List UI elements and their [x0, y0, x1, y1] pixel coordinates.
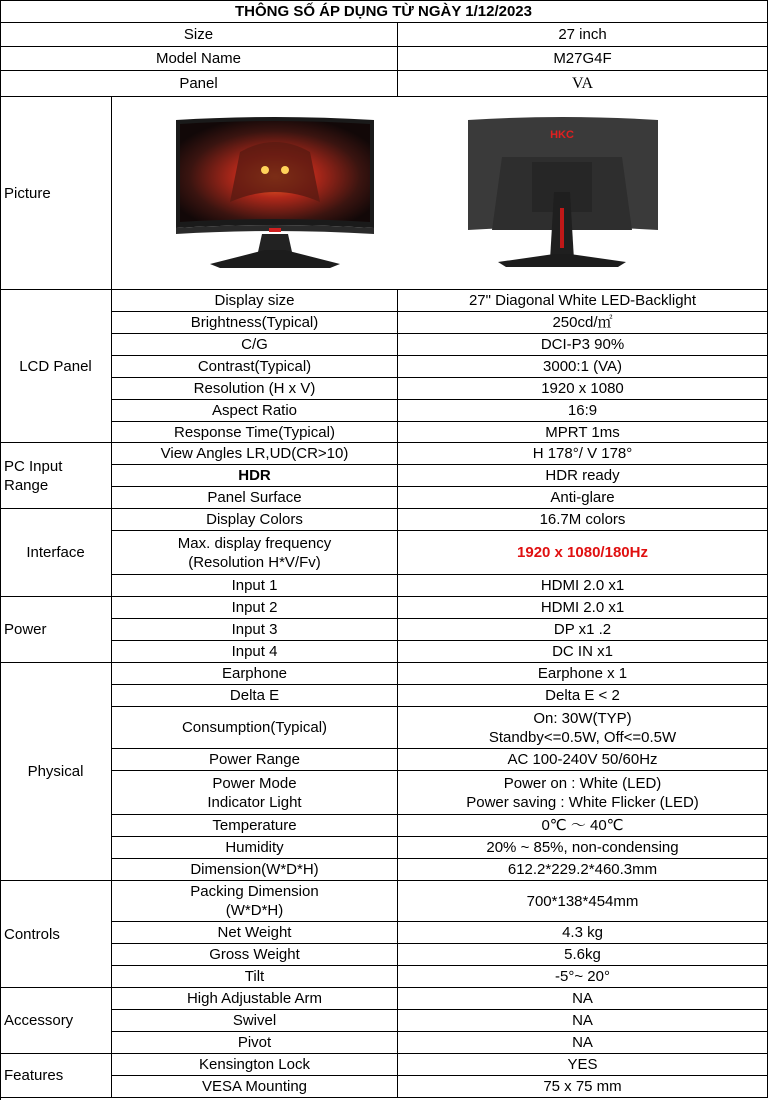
spec-label-5-2: [112, 944, 398, 966]
spec-value-5-1: [398, 922, 768, 944]
spec-value-3-0-text: HDMI 2.0 x1: [540, 599, 625, 616]
spec-label-4-1-text: Delta E: [229, 687, 280, 704]
spec-value-3-1-text: DP x1 .2: [553, 621, 612, 638]
spec-label-5-1: [112, 922, 398, 944]
spec-label-1-1-text: HDR: [238, 467, 271, 484]
spec-label-0-3-text: Contrast(Typical): [197, 358, 312, 375]
spec-value-6-1: [398, 1010, 768, 1032]
spec-label-4-7-text: Dimension(W*D*H): [190, 861, 319, 878]
header-label-1: [0, 47, 398, 71]
spec-label-0-5-text: Aspect Ratio: [211, 402, 298, 419]
spec-value-4-1: [398, 685, 768, 707]
spec-value-1-2: [398, 487, 768, 509]
group-label-5: [0, 881, 112, 988]
spec-label-4-5-text: Temperature: [212, 817, 297, 834]
spec-value-0-0-text: 27" Diagonal White LED-Backlight: [468, 292, 697, 309]
spec-label-6-0-text: High Adjustable Arm: [186, 990, 323, 1007]
spec-label-5-0-text: Packing Dimension (W*D*H): [190, 883, 319, 919]
spec-value-4-0: [398, 663, 768, 685]
spec-label-2-2: [112, 575, 398, 597]
spec-label-0-1: [112, 312, 398, 334]
header-label-0-text: Size: [183, 26, 214, 43]
header-value-2-text: VA: [571, 75, 594, 92]
spec-label-2-0: [112, 509, 398, 531]
spec-value-0-6-text: MPRT 1ms: [545, 423, 620, 441]
spec-label-5-1-text: Net Weight: [217, 924, 292, 941]
spec-label-2-2-text: Input 1: [231, 577, 278, 594]
spec-label-6-0: [112, 988, 398, 1010]
header-label-2-text: Panel: [179, 75, 218, 92]
group-label-7: [0, 1054, 112, 1098]
spec-value-0-1: [398, 312, 768, 334]
spec-label-4-2-text: Consumption(Typical): [181, 719, 328, 736]
spec-value-6-0: [398, 988, 768, 1010]
spec-label-1-2: [112, 487, 398, 509]
spec-value-2-0-text: 16.7M colors: [539, 511, 626, 528]
spec-label-6-1-text: Swivel: [232, 1012, 277, 1029]
spec-value-4-4-text: Power on : White (LED) Power saving : White Flicker (LED): [466, 774, 699, 811]
spec-label-4-2: [112, 707, 398, 749]
spec-label-4-3: [112, 749, 398, 771]
spec-value-7-0: [398, 1054, 768, 1076]
spec-value-0-0: [398, 290, 768, 312]
spec-value-0-3-text: 3000:1 (VA): [543, 358, 622, 375]
spec-value-3-1: [398, 619, 768, 641]
spec-value-0-4: [398, 378, 768, 400]
spec-value-7-1: [398, 1076, 768, 1098]
picture-label: [0, 97, 112, 290]
header-value-0: [398, 23, 768, 47]
spec-value-1-1-text: HDR ready: [545, 467, 620, 484]
spec-value-0-6: [398, 422, 768, 443]
monitor-front-image: [170, 112, 380, 272]
spec-label-6-2-text: Pivot: [237, 1034, 272, 1051]
group-label-2-text: Interface: [26, 544, 85, 561]
header-value-0-text: 27 inch: [558, 26, 607, 43]
header-label-2: [0, 71, 398, 97]
spec-label-7-1: [112, 1076, 398, 1098]
spec-label-4-1: [112, 685, 398, 707]
spec-value-5-0-text: 700*138*454mm: [526, 892, 639, 910]
spec-label-7-0: [112, 1054, 398, 1076]
spec-value-6-2: [398, 1032, 768, 1054]
spec-value-4-7: [398, 859, 768, 881]
header-label-1-text: Model Name: [155, 50, 242, 67]
spec-value-0-5: [398, 400, 768, 422]
spec-value-4-4: [398, 771, 768, 815]
spec-value-5-2: [398, 944, 768, 966]
group-label-6: [0, 988, 112, 1054]
spec-label-0-2: [112, 334, 398, 356]
spec-label-4-7: [112, 859, 398, 881]
spec-label-4-0: [112, 663, 398, 685]
spec-value-4-6-text: 20% ~ 85%, non-condensing: [486, 839, 679, 856]
spec-label-0-4: [112, 378, 398, 400]
spec-value-6-1-text: NA: [572, 1012, 593, 1029]
spec-label-7-0-text: Kensington Lock: [199, 1056, 310, 1073]
spec-label-3-1-text: Input 3: [231, 621, 278, 638]
spec-value-3-2: [398, 641, 768, 663]
header-value-2: [398, 71, 768, 97]
spec-label-3-0: [112, 597, 398, 619]
spec-label-5-3-text: Tilt: [244, 968, 265, 985]
spec-label-3-2: [112, 641, 398, 663]
spec-value-4-0-text: Earphone x 1: [537, 665, 628, 682]
spec-value-0-2: [398, 334, 768, 356]
header-value-1: [398, 47, 768, 71]
spec-label-5-0: [112, 881, 398, 922]
spec-label-6-1: [112, 1010, 398, 1032]
spec-label-7-1-text: VESA Mounting: [201, 1078, 308, 1095]
spec-label-0-4-text: Resolution (H x V): [193, 380, 316, 397]
spec-value-4-5: [398, 815, 768, 837]
spec-value-7-1-text: 75 x 75 mm: [543, 1078, 622, 1095]
spec-value-0-2-text: DCI-P3 90%: [540, 336, 625, 353]
spec-label-2-1-text: Max. display frequency (Resolution H*V/Fv): [177, 534, 332, 571]
spec-value-5-2-text: 5.6kg: [564, 946, 601, 963]
spec-value-1-2-text: Anti-glare: [550, 489, 615, 506]
spec-value-2-1-text: 1920 x 1080/180Hz: [517, 544, 648, 561]
spec-label-4-3-text: Power Range: [209, 751, 300, 768]
spec-value-4-3-text: AC 100-240V 50/60Hz: [507, 751, 658, 768]
spec-label-4-6-text: Humidity: [225, 839, 284, 856]
spec-label-0-0-text: Display size: [214, 292, 295, 309]
group-label-0-text: LCD Panel: [19, 357, 92, 375]
spec-label-6-2: [112, 1032, 398, 1054]
group-label-4: [0, 663, 112, 881]
spec-value-2-0: [398, 509, 768, 531]
group-label-1-text: PC Input Range: [4, 457, 63, 494]
spec-label-1-2-text: Panel Surface: [207, 489, 302, 506]
spec-label-3-1: [112, 619, 398, 641]
spec-label-0-0: [112, 290, 398, 312]
spec-value-6-2-text: NA: [572, 1034, 593, 1051]
spec-label-0-6: [112, 422, 398, 443]
spec-label-4-5: [112, 815, 398, 837]
group-label-5-text: Controls: [4, 925, 60, 943]
spec-value-0-5-text: 16:9: [567, 402, 598, 419]
spec-value-3-2-text: DC IN x1: [552, 643, 613, 660]
spec-value-4-2: [398, 707, 768, 749]
spec-label-1-1: [112, 465, 398, 487]
group-label-1: [0, 443, 112, 509]
spec-value-5-3-text: -5°~ 20°: [555, 968, 610, 985]
spec-value-1-1: [398, 465, 768, 487]
spec-label-2-1: [112, 531, 398, 575]
spec-value-5-1-text: 4.3 kg: [562, 924, 603, 941]
spec-value-4-3: [398, 749, 768, 771]
spec-value-2-2-text: HDMI 2.0 x1: [540, 577, 625, 594]
sheet-title-text: THÔNG SỐ ÁP DỤNG TỪ NGÀY 1/12/2023: [235, 2, 532, 20]
spec-label-4-0-text: Earphone: [221, 665, 288, 682]
spec-value-1-0-text: H 178°/ V 178°: [532, 445, 633, 462]
spec-label-1-0: [112, 443, 398, 465]
spec-value-5-3: [398, 966, 768, 988]
spec-label-4-4-text: Power Mode Indicator Light: [207, 774, 302, 811]
group-label-6-text: Accessory: [4, 1012, 74, 1029]
spec-value-7-0-text: YES: [567, 1056, 598, 1073]
spec-label-2-0-text: Display Colors: [206, 511, 303, 528]
spec-value-4-6: [398, 837, 768, 859]
spec-label-5-3: [112, 966, 398, 988]
spec-label-0-1-text: Brightness(Typical): [190, 314, 319, 331]
group-label-3-text: Power: [4, 621, 47, 638]
spec-value-2-1: [398, 531, 768, 575]
header-label-0: [0, 23, 398, 47]
spec-label-3-0-text: Input 2: [231, 599, 278, 616]
spec-label-5-2-text: Gross Weight: [209, 946, 300, 963]
picture-label-text: Picture: [4, 184, 51, 202]
spec-label-0-6-text: Response Time(Typical): [174, 423, 335, 441]
spec-value-3-0: [398, 597, 768, 619]
spec-value-0-1-text: 250cd/㎡: [552, 314, 613, 331]
spec-value-4-7-text: 612.2*229.2*460.3mm: [507, 861, 658, 878]
spec-value-0-3: [398, 356, 768, 378]
spec-label-3-2-text: Input 4: [231, 643, 278, 660]
spec-value-0-4-text: 1920 x 1080: [541, 380, 624, 397]
spec-value-4-2-text: On: 30W(TYP) Standby<=0.5W, Off<=0.5W: [488, 709, 677, 746]
group-label-7-text: Features: [4, 1067, 64, 1084]
svg-text:HKC: HKC: [550, 129, 574, 141]
spec-value-6-0-text: NA: [572, 990, 593, 1007]
spec-label-0-5: [112, 400, 398, 422]
group-label-2: [0, 509, 112, 597]
group-label-3: [0, 597, 112, 663]
spec-label-0-3: [112, 356, 398, 378]
group-label-0: [0, 290, 112, 443]
spec-value-5-0: [398, 881, 768, 922]
spec-label-1-0-text: View Angles LR,UD(CR>10): [160, 445, 349, 462]
spec-value-4-5-text: 0℃ ～ 40℃: [541, 817, 624, 834]
monitor-back-image: [462, 112, 672, 272]
spec-label-4-6: [112, 837, 398, 859]
header-value-1-text: M27G4F: [553, 50, 612, 67]
group-label-4-text: Physical: [27, 763, 84, 780]
spec-label-4-4: [112, 771, 398, 815]
spec-value-1-0: [398, 443, 768, 465]
spec-value-4-1-text: Delta E < 2: [545, 687, 620, 704]
spec-label-0-2-text: C/G: [241, 336, 268, 353]
sheet-title: [0, 0, 768, 23]
spec-value-2-2: [398, 575, 768, 597]
